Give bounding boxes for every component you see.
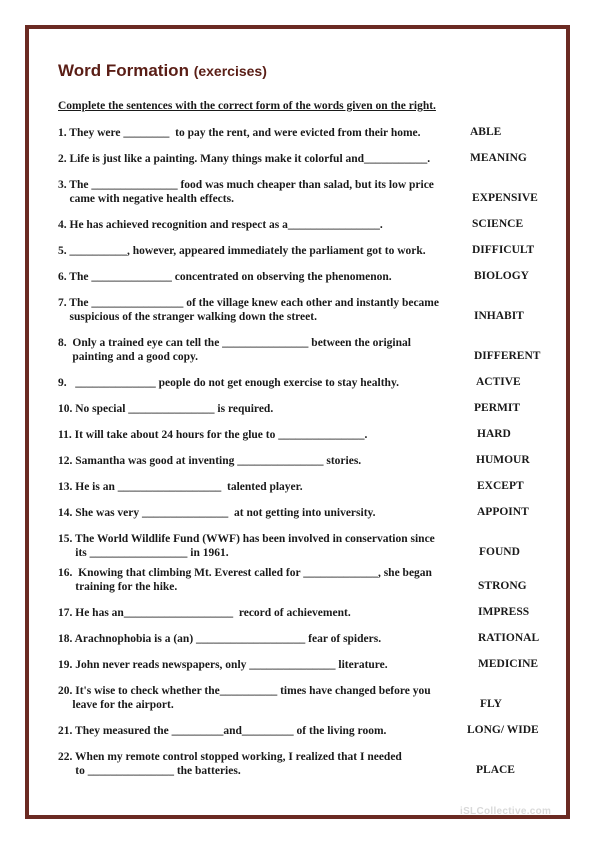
exercise-word: EXPENSIVE [472, 192, 538, 204]
exercise-sentence: 13. He is an __________________ talented player. [58, 481, 303, 493]
exercise-word: IMPRESS [478, 606, 530, 618]
exercise-word: APPOINT [477, 506, 529, 518]
exercise-sentence: 9. ______________ people do not get enough exercise to stay healthy. [58, 377, 399, 389]
title-text: Word Formation [58, 61, 189, 80]
exercise-word: EXCEPT [477, 480, 524, 492]
exercise-sentence: 19. John never reads newspapers, only _______________ literature. [58, 659, 388, 671]
exercise-word: DIFFERENT [474, 350, 541, 362]
title-subtitle: (exercises) [193, 63, 267, 79]
exercise-sentence: 12. Samantha was good at inventing _______________ stories. [58, 455, 362, 467]
exercise-sentence: 5. __________, however, appeared immediately the parliament got to work. [58, 245, 426, 257]
exercise-word: ABLE [470, 126, 502, 138]
exercise-sentence: 17. He has an___________________ record of achievement. [58, 607, 351, 619]
exercise-word: ACTIVE [476, 376, 521, 388]
exercise-word: SCIENCE [472, 218, 524, 230]
exercise-word: MEANING [470, 152, 527, 164]
exercise-word: LONG/ WIDE [467, 724, 539, 736]
exercise-sentence: 14. She was very _______________ at not getting into university. [58, 507, 376, 519]
exercise-word: INHABIT [474, 310, 524, 322]
exercise-sentence: 4. He has achieved recognition and respect as a________________. [58, 219, 383, 231]
exercise-sentence: 15. The World Wildlife Fund (WWF) has been involved in conservation since its _________________ in 1961. [58, 533, 435, 559]
exercise-sentence: 6. The ______________ concentrated on observing the phenomenon. [58, 271, 392, 283]
exercise-word: MEDICINE [478, 658, 539, 670]
exercise-sentence: 3. The _______________ food was much cheaper than salad, but its low price came with negative health effects. [58, 179, 434, 205]
exercise-word: DIFFICULT [472, 244, 535, 256]
exercise-word: BIOLOGY [474, 270, 529, 282]
exercise-sentence: 22. When my remote control stopped working, I realized that I needed to _______________ the batteries. [58, 751, 402, 777]
exercise-word: RATIONAL [478, 632, 540, 644]
exercise-word: STRONG [478, 580, 527, 592]
exercise-sentence: 16. Knowing that climbing Mt. Everest called for _____________, she began training for the hike. [58, 567, 432, 593]
page-title [58, 61, 267, 81]
exercise-sentence: 21. They measured the _________and_________ of the living room. [58, 725, 387, 737]
exercise-word: HUMOUR [476, 454, 530, 466]
exercise-sentence: 11. It will take about 24 hours for the glue to _______________. [58, 429, 368, 441]
exercise-word: FLY [480, 698, 502, 710]
exercise-sentence: 18. Arachnophobia is a (an) ___________________ fear of spiders. [58, 633, 382, 645]
instructions: Complete the sentences with the correct form of the words given on the right. [58, 100, 436, 112]
exercise-word: PLACE [476, 764, 515, 776]
exercise-word: FOUND [479, 546, 520, 558]
exercise-sentence: 1. They were ________ to pay the rent, and were evicted from their home. [58, 127, 421, 139]
exercise-sentence: 8. Only a trained eye can tell the _______________ between the original painting and a good copy. [58, 337, 411, 363]
exercise-word: PERMIT [474, 402, 520, 414]
exercise-word: HARD [477, 428, 511, 440]
exercise-sentence: 20. It's wise to check whether the__________ times have changed before you leave for the airport. [58, 685, 431, 711]
exercise-sentence: 7. The ________________ of the village knew each other and instantly became suspicious of the stranger walking down the street. [58, 297, 439, 323]
watermark: iSLCollective.com [460, 806, 552, 817]
exercise-sentence: 2. Life is just like a painting. Many things make it colorful and___________. [58, 153, 431, 165]
exercise-sentence: 10. No special _______________ is required. [58, 403, 274, 415]
